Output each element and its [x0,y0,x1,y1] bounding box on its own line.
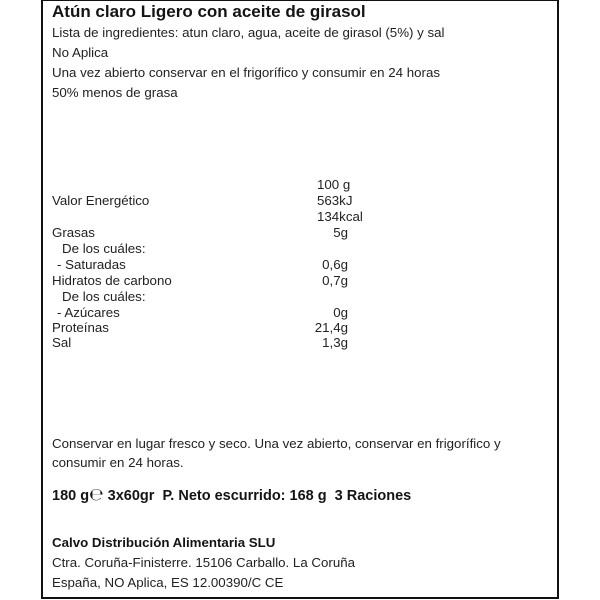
gross-weight: 180 g [52,488,90,504]
nutrition-label: Sal [52,335,72,350]
nutrition-label: De los cuáles: [62,289,146,304]
nutrition-label: - Saturadas [57,257,126,272]
company-address: Ctra. Coruña-Finisterre. 15106 Carballo. La Coruña [52,555,356,570]
ingredients-list: Lista de ingredientes: atun claro, agua, aceite de girasol (5%) y sal [52,25,445,40]
nutrition-label: - Azúcares [57,305,120,320]
nutrition-value: 134kcal [317,209,363,224]
company-registry: España, NO Aplica, ES 12.00390/C CE [52,575,284,590]
nutrition-value: 5g [333,225,348,240]
net-weight-line [52,485,411,506]
drained-weight: P. Neto escurrido: 168 g [162,488,327,504]
nutrition-value: 0g [333,305,348,320]
nutrition-value: 0,6g [322,257,348,272]
product-claim: 50% menos de grasa [52,85,178,100]
pack-format: 3x60gr [107,488,155,504]
nutrition-label: Valor Energético [52,193,150,208]
nutrition-label: Grasas [52,225,95,240]
nutrition-column-header: 100 g [317,177,351,192]
estimated-sign-icon: ℮ [89,485,104,505]
nutrition-value: 21,4g [314,320,348,335]
product-label [41,0,559,599]
allergens-info: No Aplica [52,45,109,60]
storage-note: Una vez abierto conservar en el frigorífico y consumir en 24 horas [52,65,441,80]
nutrition-value: 563kJ [317,193,353,208]
product-title: Atún claro Ligero con aceite de girasol [52,2,366,21]
nutrition-label: De los cuáles: [62,241,146,256]
nutrition-label: Hidratos de carbono [52,273,172,288]
company-name: Calvo Distribución Alimentaria SLU [52,535,276,550]
servings: 3 Raciones [334,488,412,504]
storage-instructions-line-2: consumir en 24 horas. [52,455,184,470]
nutrition-value: 0,7g [322,273,348,288]
nutrition-value: 1,3g [322,335,348,350]
storage-instructions-line-1: Conservar en lugar fresco y seco. Una vez abierto, conservar en frigorífico y [52,436,501,451]
nutrition-label: Proteínas [52,320,109,335]
